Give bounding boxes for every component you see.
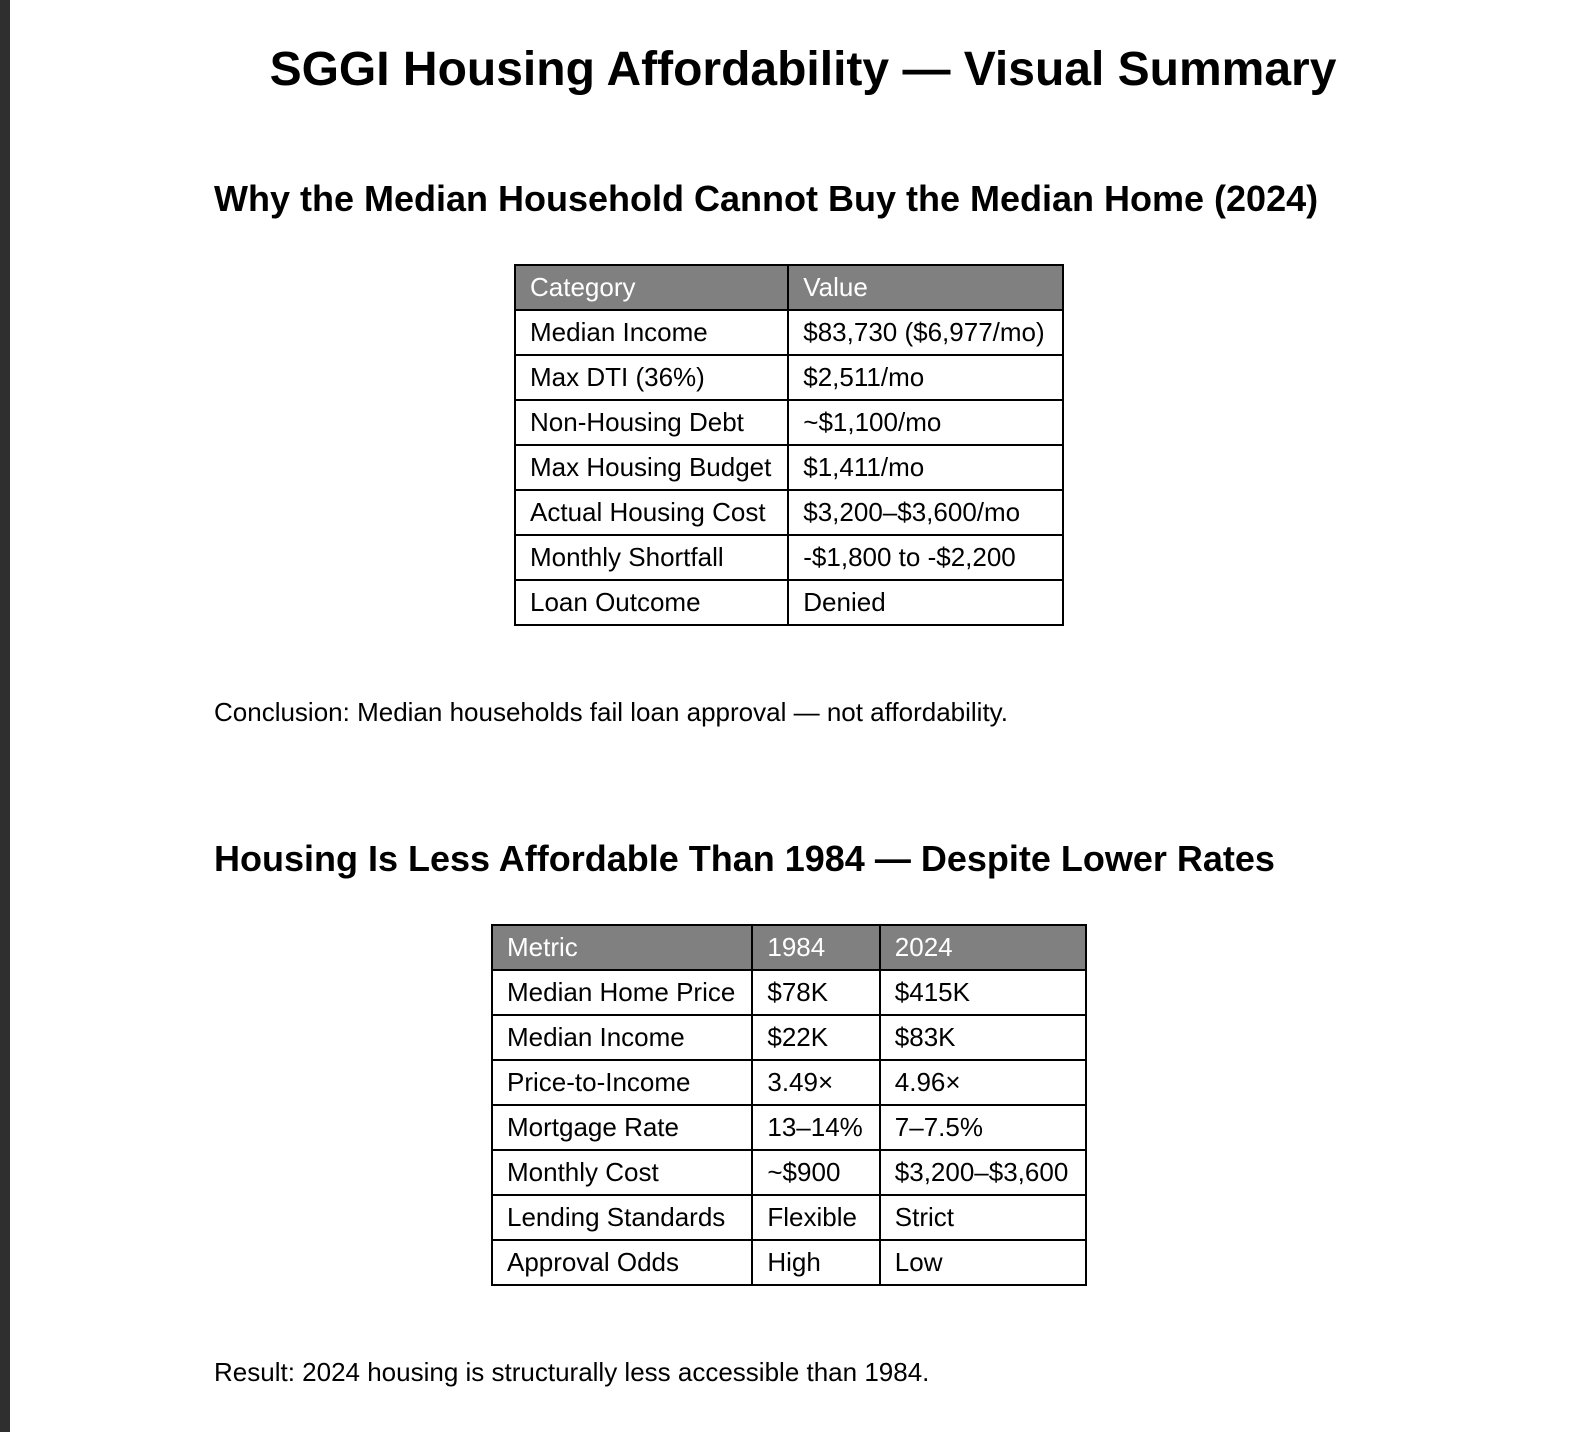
table-cell: Median Income xyxy=(492,1015,752,1060)
table-cell: Mortgage Rate xyxy=(492,1105,752,1150)
table-cell: $3,200–$3,600 xyxy=(880,1150,1086,1195)
table-cell: $83,730 ($6,977/mo) xyxy=(788,310,1063,355)
table-cell: Monthly Shortfall xyxy=(515,535,788,580)
table-cell: Price-to-Income xyxy=(492,1060,752,1105)
table-cell: Strict xyxy=(880,1195,1086,1240)
affordability-table-2024 xyxy=(514,264,1064,626)
table-cell: 3.49× xyxy=(752,1060,879,1105)
table-row xyxy=(515,445,1063,490)
column-header: Metric xyxy=(492,925,752,970)
table-cell: Max DTI (36%) xyxy=(515,355,788,400)
table-cell: Flexible xyxy=(752,1195,879,1240)
section-2-result: Result: 2024 housing is structurally less accessible than 1984. xyxy=(214,1357,930,1387)
table-header-row xyxy=(492,925,1086,970)
table-row xyxy=(515,490,1063,535)
table-cell: Low xyxy=(880,1240,1086,1285)
table-row xyxy=(515,535,1063,580)
table-cell: Max Housing Budget xyxy=(515,445,788,490)
table-cell: Median Income xyxy=(515,310,788,355)
section-1-conclusion: Conclusion: Median households fail loan approval — not affordability. xyxy=(214,697,1008,727)
table-row xyxy=(515,310,1063,355)
table-cell: Denied xyxy=(788,580,1063,625)
table-row xyxy=(492,1105,1086,1150)
column-header: 1984 xyxy=(752,925,879,970)
table-cell: $83K xyxy=(880,1015,1086,1060)
table-cell: High xyxy=(752,1240,879,1285)
table-header-row xyxy=(515,265,1063,310)
column-header: Value xyxy=(788,265,1063,310)
document-title: SGGI Housing Affordability — Visual Summary xyxy=(269,43,1337,96)
table-cell: Median Home Price xyxy=(492,970,752,1015)
column-header: Category xyxy=(515,265,788,310)
table-cell: Non-Housing Debt xyxy=(515,400,788,445)
table-cell: ~$900 xyxy=(752,1150,879,1195)
table-cell: Approval Odds xyxy=(492,1240,752,1285)
section-2-title: Housing Is Less Affordable Than 1984 — Despite Lower Rates xyxy=(214,838,1275,879)
table-row xyxy=(492,1195,1086,1240)
table-cell: $78K xyxy=(752,970,879,1015)
comparison-table-1984-2024 xyxy=(491,924,1087,1286)
table-cell: $1,411/mo xyxy=(788,445,1063,490)
table-cell: 4.96× xyxy=(880,1060,1086,1105)
page-left-edge xyxy=(0,0,10,1432)
table-cell: $415K xyxy=(880,970,1086,1015)
table-row xyxy=(515,400,1063,445)
table-row xyxy=(492,1015,1086,1060)
table-cell: ~$1,100/mo xyxy=(788,400,1063,445)
table-cell: Loan Outcome xyxy=(515,580,788,625)
table-row xyxy=(492,970,1086,1015)
table-cell: Lending Standards xyxy=(492,1195,752,1240)
table-row xyxy=(492,1240,1086,1285)
table-cell: $22K xyxy=(752,1015,879,1060)
column-header: 2024 xyxy=(880,925,1086,970)
table-cell: Monthly Cost xyxy=(492,1150,752,1195)
table-row xyxy=(515,580,1063,625)
table-row xyxy=(492,1060,1086,1105)
table-cell: -$1,800 to -$2,200 xyxy=(788,535,1063,580)
section-1-title: Why the Median Household Cannot Buy the Median Home (2024) xyxy=(214,178,1319,219)
table-cell: 13–14% xyxy=(752,1105,879,1150)
table-cell: 7–7.5% xyxy=(880,1105,1086,1150)
table-row xyxy=(492,1150,1086,1195)
table-cell: $2,511/mo xyxy=(788,355,1063,400)
table-cell: Actual Housing Cost xyxy=(515,490,788,535)
table-cell: $3,200–$3,600/mo xyxy=(788,490,1063,535)
table-row xyxy=(515,355,1063,400)
